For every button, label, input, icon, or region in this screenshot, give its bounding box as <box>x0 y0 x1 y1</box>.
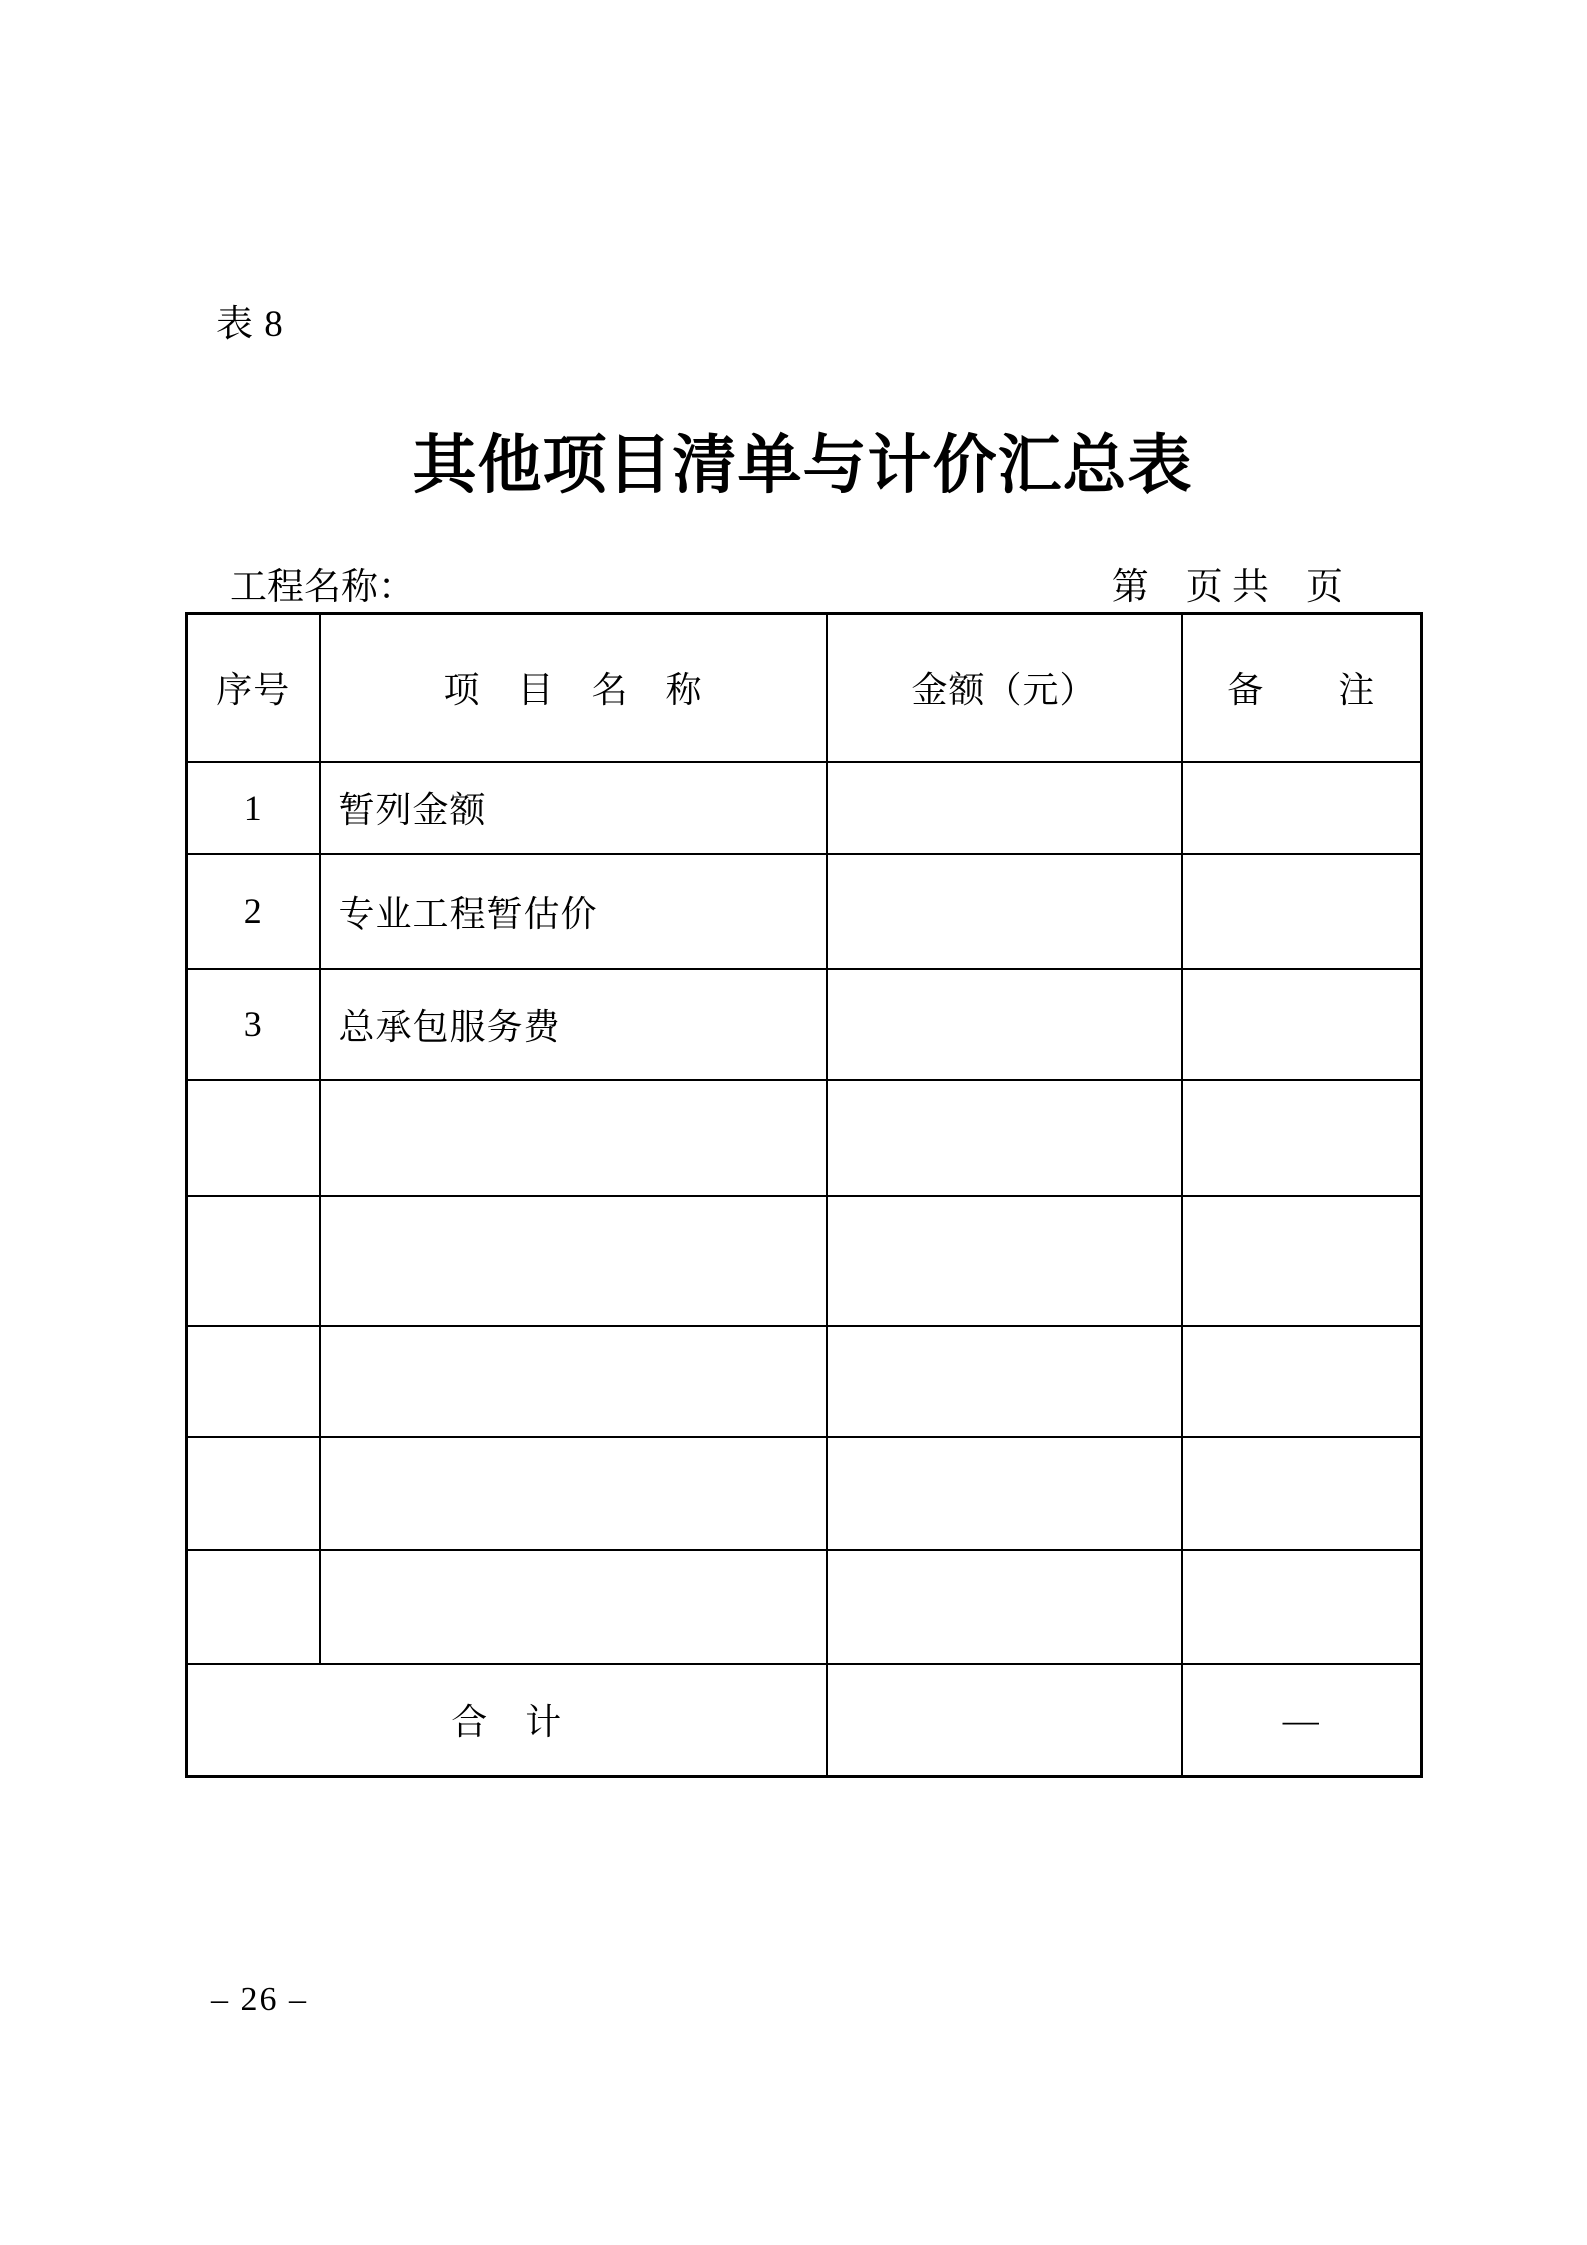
header-cell-name: 项 目 名 称 <box>320 614 827 762</box>
cell-remark <box>1182 762 1422 854</box>
cell-name <box>320 1326 827 1437</box>
cell-no: 2 <box>187 854 320 969</box>
total-row <box>187 1664 1422 1777</box>
page-title: 其他项目清单与计价汇总表 <box>412 430 1193 501</box>
page-number: – 26 – <box>211 1981 308 2018</box>
table-row <box>187 969 1422 1080</box>
table-row-empty <box>187 1080 1422 1196</box>
cell-no <box>187 1080 320 1196</box>
cell-no <box>187 1437 320 1550</box>
total-remark-cell: — <box>1182 1664 1422 1777</box>
cell-name <box>320 1080 827 1196</box>
cell-amount <box>827 969 1182 1080</box>
cell-remark <box>1182 1196 1422 1326</box>
page-indicator: 第 页 共 页 <box>1111 567 1343 608</box>
summary-table <box>185 612 1423 1778</box>
table-row <box>187 762 1422 854</box>
table-row <box>187 854 1422 969</box>
table-row-empty <box>187 1196 1422 1326</box>
table-row-empty <box>187 1326 1422 1437</box>
cell-amount <box>827 1550 1182 1664</box>
cell-amount <box>827 1437 1182 1550</box>
header-row <box>187 614 1422 762</box>
cell-name: 专业工程暂估价 <box>320 854 827 969</box>
header-cell-no: 序号 <box>187 614 320 762</box>
cell-no <box>187 1550 320 1664</box>
cell-no: 3 <box>187 969 320 1080</box>
cell-name: 总承包服务费 <box>320 969 827 1080</box>
table-row-empty <box>187 1550 1422 1664</box>
cell-no <box>187 1326 320 1437</box>
cell-remark <box>1182 1080 1422 1196</box>
total-amount-cell <box>827 1664 1182 1777</box>
cell-remark <box>1182 969 1422 1080</box>
cell-amount <box>827 762 1182 854</box>
header-cell-remark: 备 注 <box>1182 614 1422 762</box>
meta-row <box>185 556 1420 610</box>
cell-no: 1 <box>187 762 320 854</box>
table-number-label: 表 8 <box>216 304 284 345</box>
header-cell-amount: 金额（元） <box>827 614 1182 762</box>
cell-name: 暂列金额 <box>320 762 827 854</box>
cell-amount <box>827 854 1182 969</box>
cell-amount <box>827 1326 1182 1437</box>
cell-remark <box>1182 1437 1422 1550</box>
cell-name <box>320 1550 827 1664</box>
cell-remark <box>1182 1550 1422 1664</box>
total-label-cell: 合 计 <box>187 1664 827 1777</box>
cell-no <box>187 1196 320 1326</box>
cell-amount <box>827 1080 1182 1196</box>
project-name-label: 工程名称： <box>230 567 415 608</box>
cell-remark <box>1182 854 1422 969</box>
cell-name <box>320 1196 827 1326</box>
table-row-empty <box>187 1437 1422 1550</box>
cell-amount <box>827 1196 1182 1326</box>
cell-remark <box>1182 1326 1422 1437</box>
cell-name <box>320 1437 827 1550</box>
